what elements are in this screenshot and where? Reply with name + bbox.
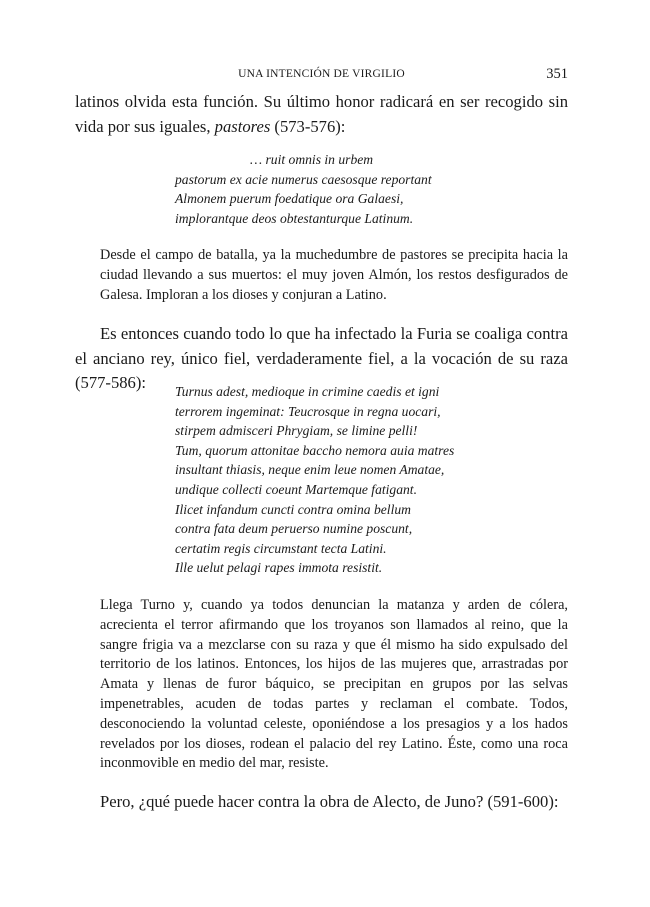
verse-line: pastorum ex acie numerus caesosque reportant [175, 171, 432, 187]
verse-line: Almonem puerum foedatique ora Galaesi, [175, 191, 404, 207]
verse-line: Turnus adest, medioque in crimine caedis et igni [175, 384, 440, 399]
paragraph-1-emphasis: pastores [214, 116, 271, 136]
paragraph-1-text-end: (573-576): [270, 116, 346, 136]
verse-line: Tum, quorum attonitae baccho nemora auia matres [175, 442, 455, 458]
verse-line: insultant thiasis, neque enim leue nomen Amatae, [175, 462, 445, 478]
verse-line: contra fata deum peruerso numine poscunt, [175, 521, 413, 537]
verse-quote-1 [175, 150, 535, 228]
running-title: UNA INTENCIÓN DE VIRGILIO [238, 68, 405, 80]
verse-line: Ille uelut pelagi rapes immota resistit. [175, 560, 383, 576]
verse-line: certatim regis circumstant tecta Latini. [175, 540, 387, 556]
verse-line: implorantque deos obtestanturque Latinum. [175, 210, 414, 226]
paragraph-3-text: Pero, ¿qué puede hacer contra la obra de Alecto, de Juno? (591-600): [100, 792, 559, 811]
page-number: 351 [546, 66, 568, 82]
verse-line: Ilicet infandum cuncti contra omina bellum [175, 501, 411, 517]
translation-2: Llega Turno y, cuando ya todos denuncian la matanza y arden de cólera, acrecienta el terror afirmando que los troyanos son llamados al reino, que la sangre frigia va a mezclarse con su raza y que él mismo ha sido expulsado del territorio de los latinos. Entonces, los hijos de las mujeres que, arrastradas por Amata y llenas de furor báquico, se precipitan en grupos por las selvas impenetrables, acuden de todas partes y reclaman el combate. Todos, desconociendo la voluntad celeste, oponiéndose a los presagios y a los hados revelados por los dioses, rodean el palacio del rey Latino. Éste, como una roca inconmovible en medio del mar, resiste. [100, 597, 568, 772]
paragraph-1-text: latinos olvida esta función. Su último honor radicará en ser recogido sin vida por sus iguales, [75, 92, 568, 136]
paragraph-3 [75, 790, 568, 815]
verse-quote-2 [175, 382, 535, 578]
running-head [75, 66, 568, 86]
paragraph-2-text: Es entonces cuando todo lo que ha infectado la Furia se coaliga contra el anciano rey, único fiel, verdaderamente fiel, a la vocación de su raza (577-586): [75, 324, 568, 392]
verse-line: … ruit omnis in urbem [250, 152, 374, 167]
verse-line: undique collecti coeunt Martemque fatigant. [175, 481, 417, 497]
translation-1: Desde el campo de batalla, ya la muchedumbre de pastores se precipita hacia la ciudad llevando a sus muertos: el muy joven Almón, los restos desfigurados de Galesa. Imploran a los dioses y conjuran a Latino. [100, 247, 568, 303]
verse-line: stirpem admisceri Phrygiam, se limine pelli! [175, 423, 418, 439]
paragraph-1 [75, 90, 568, 139]
verse-line: terrorem ingeminat: Teucrosque in regna uocari, [175, 403, 441, 419]
